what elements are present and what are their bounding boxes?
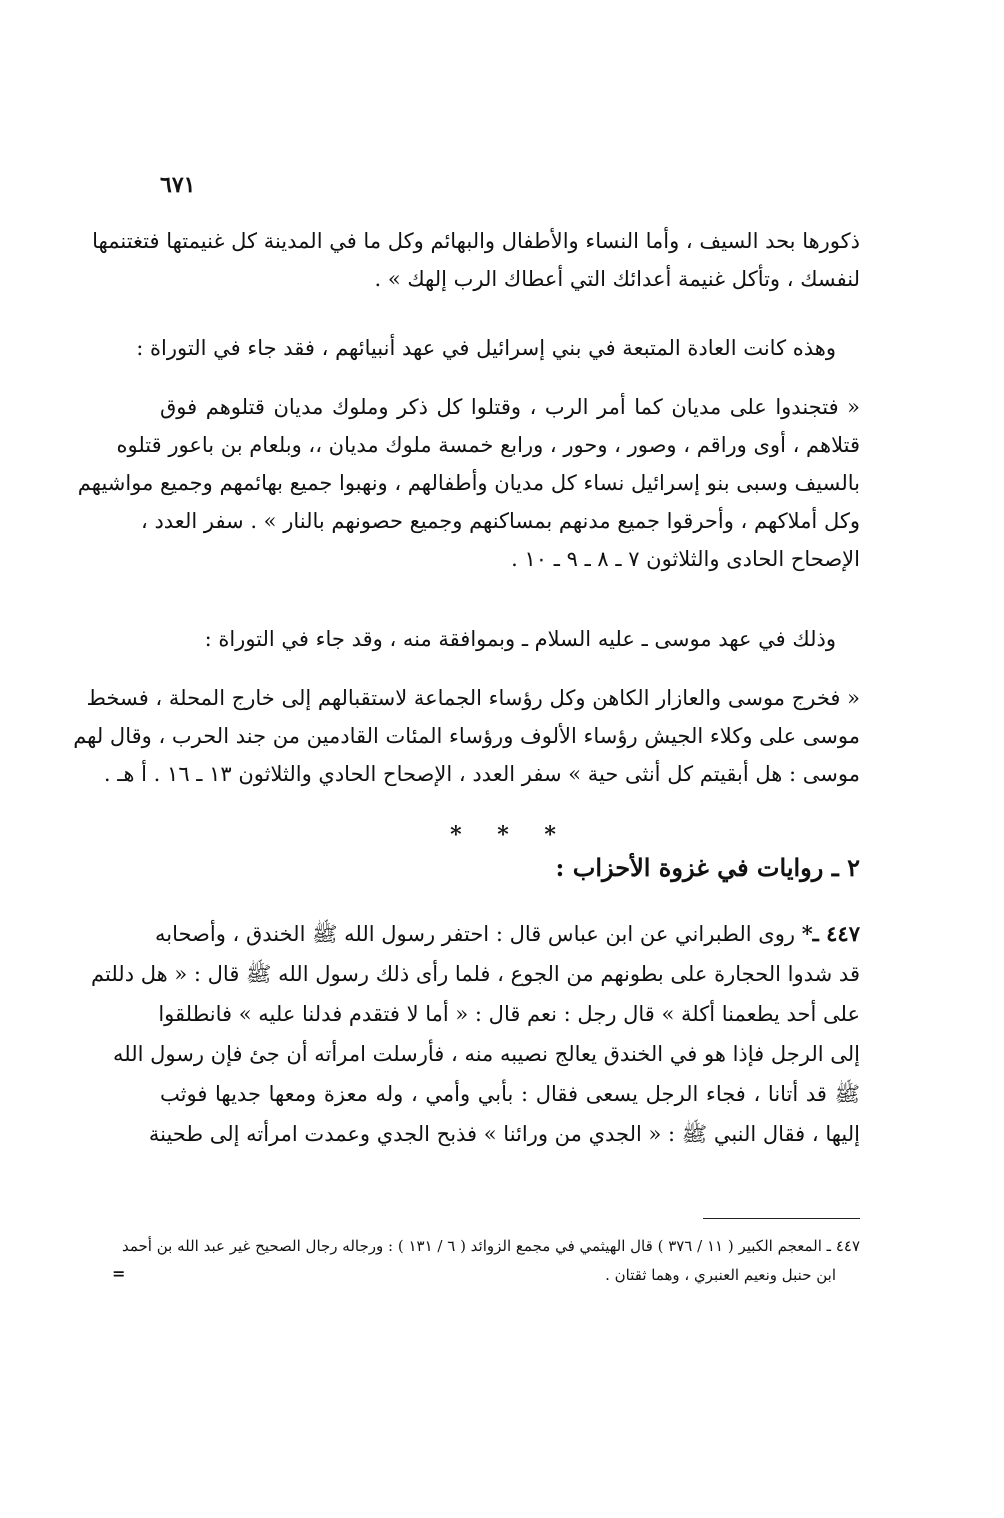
text-line: الإصحاح الحادى والثلاثون ٧ ـ ٨ ـ ٩ ـ ١٠ . [511, 547, 860, 571]
paragraph-3-quote [77, 388, 860, 578]
text-line [154, 914, 860, 954]
text-line: وكل أملاكهم ، وأحرقوا جميع مدنهم بمساكنهم وجميع حصونهم بالنار » . سفر العدد ، [140, 509, 860, 533]
text-line: وهذه كانت العادة المتبعة في بني إسرائيل في عهد أنبيائهم ، فقد جاء في التوراة : [136, 336, 836, 360]
section-heading: ٢ ـ روايات في غزوة الأحزاب : [555, 853, 860, 882]
paragraph-5-quote [73, 679, 860, 793]
text-line: قد شدوا الحجارة على بطونهم من الجوع ، فلما رأى ذلك رسول الله ﷺ قال : « هل دللتم [91, 962, 860, 986]
text-line: إلى الرجل فإذا هو في الخندق يعالج نصيبه منه ، فأرسلت امرأته أن جئ فإن رسول الله [113, 1042, 860, 1066]
text-line: موسى على وكلاء الجيش رؤساء الألوف ورؤساء المئات القادمين من جند الحرب ، وقال لهم [73, 724, 860, 748]
text-line: على أحد يطعمنا أكلة » قال رجل : نعم قال : « أما لا فتقدم فدلنا عليه » فانطلقوا [158, 1002, 860, 1026]
hadith-447 [91, 914, 860, 1154]
footnote-divider [703, 1218, 860, 1219]
text-line: « فتجندوا على مديان كما أمر الرب ، وقتلوا كل ذكر وملوك مديان قتلوهم فوق [160, 395, 860, 419]
text-line: « فخرج موسى والعازار الكاهن وكل رؤساء الجماعة لاستقبالهم إلى خارج المحلة ، فسخط [86, 686, 860, 710]
hadith-line-text: روى الطبراني عن ابن عباس قال : احتفر رسول الله ﷺ الخندق ، وأصحابه [154, 922, 796, 946]
paragraph-1 [92, 222, 860, 298]
text-line: ﷺ قد أتانا ، فجاء الرجل يسعى فقال : بأبي وأمي ، وله معزة ومعها جديها فوثب [160, 1082, 860, 1106]
text-line: بالسيف وسبى بنو إسرائيل نساء كل مديان وأطفالهم ، ونهبوا جميع بهائمهم وجميع مواشيهم [77, 471, 860, 495]
page-number: ٦٧١ [160, 172, 196, 198]
continuation-mark: = [112, 1264, 126, 1283]
text-line: لنفسك ، وتأكل غنيمة أعدائك التي أعطاك الرب إلهك » . [374, 267, 860, 291]
footnote-line: ابن حنبل ونعيم العنبري ، وهما ثقتان . [605, 1266, 836, 1284]
hadith-number: ٤٤٧ ـ* [801, 921, 860, 946]
section-separator: * * * [450, 822, 570, 848]
footnotes [121, 1232, 860, 1290]
text-line: وذلك في عهد موسى ـ عليه السلام ـ وبموافقة منه ، وقد جاء في التوراة : [204, 627, 836, 651]
text-line: ذكورها بحد السيف ، وأما النساء والأطفال والبهائم وكل ما في المدينة كل غنيمتها فتغتنمها [92, 229, 860, 253]
text-line: إليها ، فقال النبي ﷺ : « الجدي من ورائنا » فذبح الجدي وعمدت امرأته إلى طحينة [148, 1122, 860, 1146]
footnote-line: ٤٤٧ ـ المعجم الكبير ( ١١ / ٣٧٦ ) قال الهيثمي في مجمع الزوائد ( ٦ / ١٣١ ) : ورجاله رجال الصحيح غير عبد الله بن أحمد [121, 1237, 860, 1255]
paragraph-4 [160, 620, 836, 658]
text-line: موسى : هل أبقيتم كل أنثى حية » سفر العدد ، الإصحاح الحادي والثلاثون ١٣ ـ ١٦ . أ هـ . [103, 762, 860, 786]
paragraph-2 [136, 329, 836, 367]
text-line: قتلاهم ، أوى وراقم ، وصور ، وحور ، ورابع خمسة ملوك مديان ،، وبلعام بن باعور قتلوه [116, 433, 860, 457]
